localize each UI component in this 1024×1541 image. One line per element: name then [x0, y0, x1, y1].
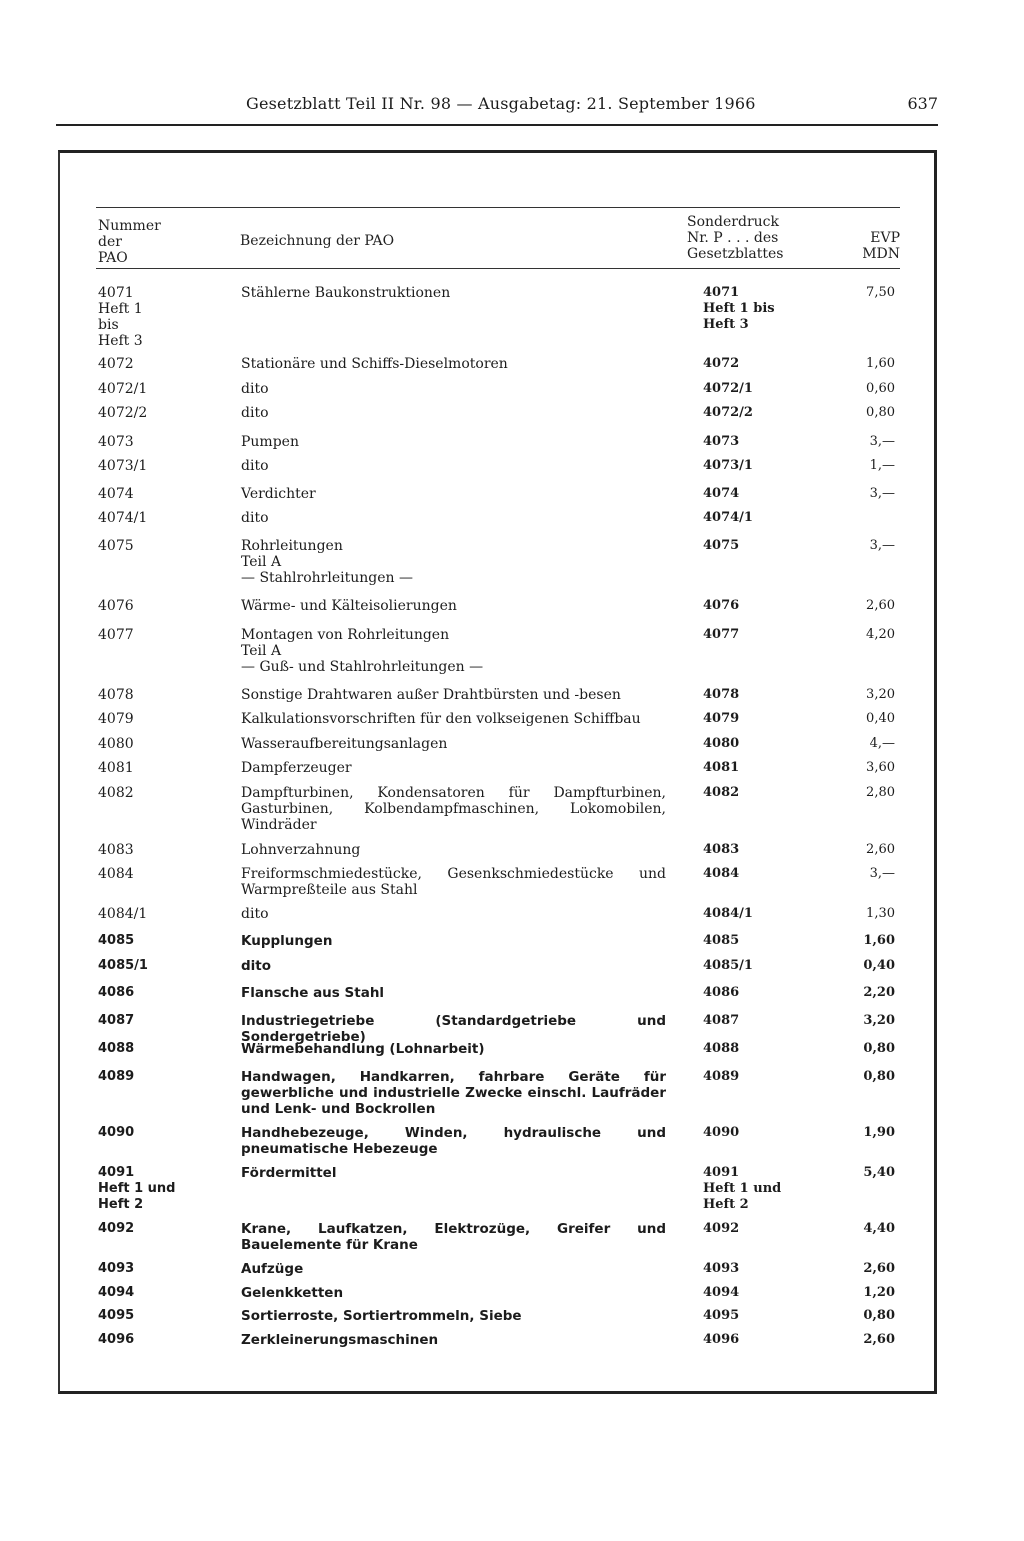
- row-number: 4085/1: [98, 958, 148, 973]
- row-price: 0,80: [863, 1308, 895, 1323]
- row-special-print: 4089: [703, 1069, 740, 1084]
- row-special-print: 4082: [703, 785, 740, 800]
- row-price: 3,20: [863, 1013, 895, 1028]
- row-number: 4075: [98, 538, 134, 554]
- row-special-print: 4090: [703, 1125, 740, 1140]
- row-price: 3,—: [869, 434, 895, 449]
- row-special-print: 4096: [703, 1332, 740, 1347]
- table-header-rule: [96, 268, 900, 269]
- row-price: 2,60: [863, 1261, 895, 1276]
- column-header-number: Nummer der PAO: [98, 218, 161, 266]
- row-number: 4093: [98, 1261, 135, 1276]
- row-name: Gelenkketten: [241, 1285, 344, 1301]
- row-special-print: 4095: [703, 1308, 740, 1323]
- row-number: 4084/1: [98, 906, 148, 922]
- row-number: 4072/1: [98, 381, 148, 397]
- row-number: 4077: [98, 627, 134, 643]
- column-header-price: EVP MDN: [862, 230, 900, 262]
- row-number: 4087: [98, 1013, 135, 1028]
- row-special-print: 4073: [703, 434, 740, 449]
- row-price: 0,60: [866, 381, 895, 396]
- row-number: 4084: [98, 866, 134, 882]
- row-special-print: 4079: [703, 711, 740, 726]
- row-price: 3,—: [869, 866, 895, 881]
- row-number: 4089: [98, 1069, 135, 1084]
- row-special-print: 4085/1: [703, 958, 753, 973]
- row-price: 2,60: [866, 842, 895, 857]
- row-price: 0,80: [863, 1069, 895, 1084]
- row-special-print: 4092: [703, 1221, 740, 1236]
- row-name: dito: [241, 381, 269, 397]
- row-price: 2,20: [863, 985, 895, 1000]
- row-price: 7,50: [866, 285, 895, 300]
- row-name: Rohrleitungen Teil A — Stahlrohrleitungen —: [241, 538, 413, 586]
- row-special-print: 4080: [703, 736, 740, 751]
- row-name: dito: [241, 510, 269, 526]
- row-name: dito: [241, 405, 269, 421]
- row-number: 4091 Heft 1 und Heft 2: [98, 1165, 176, 1212]
- row-number: 4094: [98, 1285, 135, 1300]
- row-special-print: 4084/1: [703, 906, 753, 921]
- row-name: dito: [241, 458, 269, 474]
- row-special-print: 4084: [703, 866, 740, 881]
- row-special-print: 4072/1: [703, 381, 753, 396]
- row-name: Wärmebehandlung (Lohnarbeit): [241, 1041, 485, 1057]
- row-number: 4078: [98, 687, 134, 703]
- row-special-print: 4087: [703, 1013, 740, 1028]
- table-top-rule: [96, 207, 900, 208]
- row-special-print: 4077: [703, 627, 740, 642]
- row-special-print: 4078: [703, 687, 740, 702]
- row-special-print: 4088: [703, 1041, 740, 1056]
- row-name: Kupplungen: [241, 933, 333, 949]
- row-special-print: 4073/1: [703, 458, 753, 473]
- row-number: 4096: [98, 1332, 135, 1347]
- row-number: 4082: [98, 785, 134, 801]
- row-price: 3,—: [869, 486, 895, 501]
- row-number: 4072/2: [98, 405, 148, 421]
- row-name: Wasseraufbereitungsanlagen: [241, 736, 448, 752]
- row-price: 1,60: [863, 933, 895, 948]
- row-name: Freiformschmiedestücke, Gesenkschmiedestücke und Warmpreßteile aus Stahl: [241, 866, 666, 898]
- row-special-print: 4072/2: [703, 405, 753, 420]
- row-special-print: 4085: [703, 933, 740, 948]
- row-special-print: 4091 Heft 1 und Heft 2: [703, 1165, 782, 1212]
- row-name: dito: [241, 958, 272, 974]
- page-header: [56, 94, 938, 126]
- row-name: Verdichter: [241, 486, 316, 502]
- row-number: 4095: [98, 1308, 135, 1323]
- row-name: Fördermittel: [241, 1165, 337, 1181]
- row-price: 4,20: [866, 627, 895, 642]
- row-price: 1,30: [866, 906, 895, 921]
- row-special-print: 4094: [703, 1285, 740, 1300]
- row-price: 5,40: [863, 1165, 895, 1180]
- row-price: 1,—: [869, 458, 895, 473]
- row-special-print: 4074/1: [703, 510, 753, 525]
- row-price: 2,60: [863, 1332, 895, 1347]
- row-special-print: 4074: [703, 486, 740, 501]
- row-number: 4073/1: [98, 458, 148, 474]
- row-number: 4074/1: [98, 510, 148, 526]
- header-title: Gesetzblatt Teil II Nr. 98 — Ausgabetag: 21. September 1966: [246, 94, 756, 113]
- row-special-print: 4072: [703, 356, 740, 371]
- row-price: 3,60: [866, 760, 895, 775]
- row-number: 4092: [98, 1221, 135, 1236]
- row-number: 4085: [98, 933, 135, 948]
- column-header-name: Bezeichnung der PAO: [240, 233, 395, 249]
- row-price: 4,40: [863, 1221, 895, 1236]
- row-special-print: 4081: [703, 760, 740, 775]
- row-price: 0,80: [863, 1041, 895, 1056]
- row-number: 4071 Heft 1 bis Heft 3: [98, 285, 143, 349]
- row-name: Montagen von Rohrleitungen Teil A — Guß- und Stahlrohrleitungen —: [241, 627, 484, 675]
- row-special-print: 4083: [703, 842, 740, 857]
- row-name: Handwagen, Handkarren, fahrbare Geräte für gewerbliche und industrielle Zwecke einschl. Laufräder und Lenk- und Bockrollen: [241, 1069, 666, 1117]
- row-price: 1,60: [866, 356, 895, 371]
- row-number: 4090: [98, 1125, 135, 1140]
- row-price: 1,90: [863, 1125, 895, 1140]
- column-header-special-print: Sonderdruck Nr. P . . . des Gesetzblattes: [687, 214, 784, 262]
- row-name: Kalkulationsvorschriften für den volkseigenen Schiffbau: [241, 711, 641, 727]
- row-name: Pumpen: [241, 434, 299, 450]
- row-name: Zerkleinerungsmaschinen: [241, 1332, 439, 1348]
- row-price: 0,40: [866, 711, 895, 726]
- row-name: Sortierroste, Sortiertrommeln, Siebe: [241, 1308, 522, 1324]
- row-name: Dampfturbinen, Kondensatoren für Dampfturbinen, Gasturbinen, Kolbendampfmaschinen, Lokomobilen, Windräder: [241, 785, 666, 833]
- row-number: 4074: [98, 486, 134, 502]
- row-number: 4080: [98, 736, 134, 752]
- row-name: Wärme- und Kälteisolierungen: [241, 598, 457, 614]
- row-name: dito: [241, 906, 269, 922]
- row-number: 4073: [98, 434, 134, 450]
- row-number: 4081: [98, 760, 134, 776]
- row-price: 0,80: [866, 405, 895, 420]
- row-name: Krane, Laufkatzen, Elektrozüge, Greifer und Bauelemente für Krane: [241, 1221, 666, 1253]
- row-number: 4086: [98, 985, 135, 1000]
- row-name: Stählerne Baukonstruktionen: [241, 285, 451, 301]
- row-name: Flansche aus Stahl: [241, 985, 385, 1001]
- row-name: Industriegetriebe (Standardgetriebe und Sondergetriebe): [241, 1013, 666, 1045]
- row-price: 1,20: [863, 1285, 895, 1300]
- row-name: Aufzüge: [241, 1261, 304, 1277]
- row-special-print: 4093: [703, 1261, 740, 1276]
- row-special-print: 4086: [703, 985, 740, 1000]
- row-name: Handhebezeuge, Winden, hydraulische und pneumatische Hebezeuge: [241, 1125, 666, 1157]
- row-number: 4072: [98, 356, 134, 372]
- row-number: 4088: [98, 1041, 135, 1056]
- row-name: Lohnverzahnung: [241, 842, 361, 858]
- row-special-print: 4071 Heft 1 bis Heft 3: [703, 285, 775, 332]
- row-name: Stationäre und Schiffs-Dieselmotoren: [241, 356, 508, 372]
- row-name: Sonstige Drahtwaren außer Drahtbürsten und -besen: [241, 687, 621, 703]
- row-name: Dampferzeuger: [241, 760, 352, 776]
- row-number: 4076: [98, 598, 134, 614]
- row-price: 3,—: [869, 538, 895, 553]
- page-number: 637: [907, 94, 938, 113]
- row-price: 0,40: [863, 958, 895, 973]
- row-number: 4079: [98, 711, 134, 727]
- row-price: 3,20: [866, 687, 895, 702]
- row-price: 2,60: [866, 598, 895, 613]
- row-special-print: 4076: [703, 598, 740, 613]
- row-price: 4,—: [869, 736, 895, 751]
- row-number: 4083: [98, 842, 134, 858]
- row-price: 2,80: [866, 785, 895, 800]
- row-special-print: 4075: [703, 538, 740, 553]
